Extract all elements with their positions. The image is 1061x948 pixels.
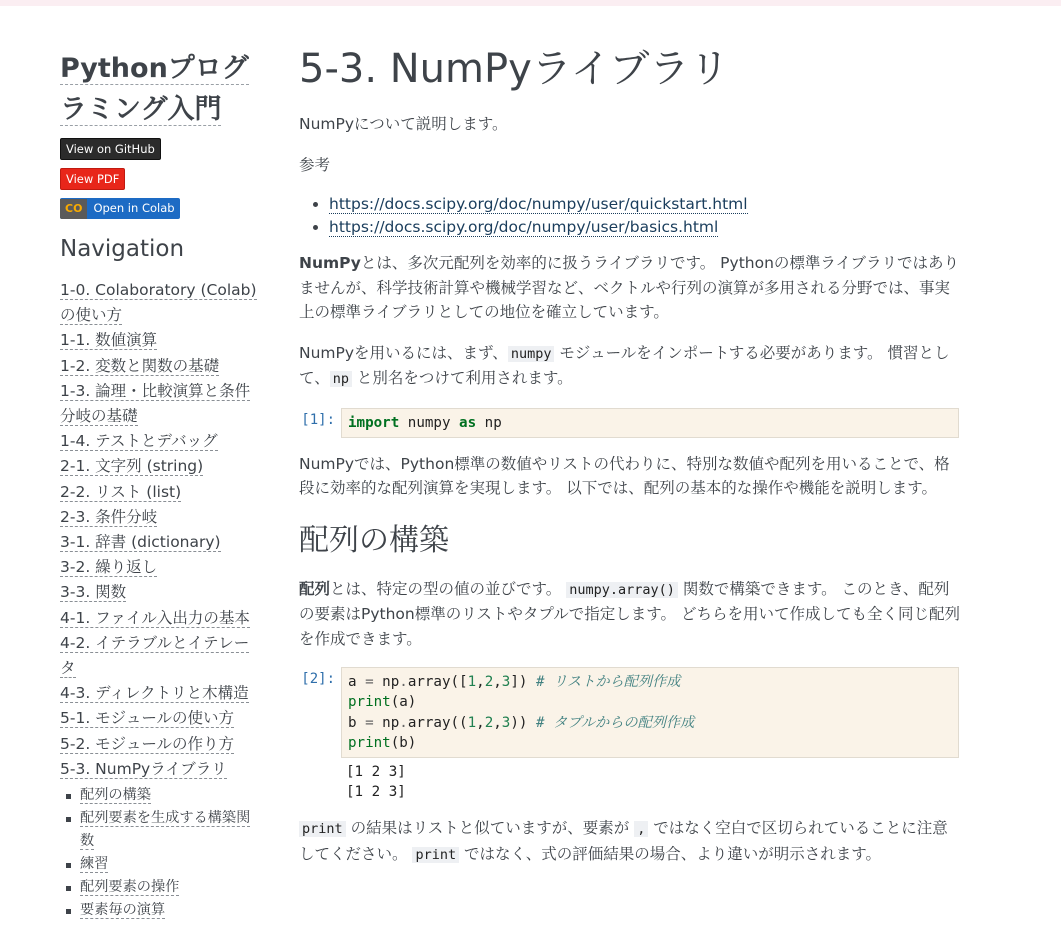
nav-link-3-1[interactable]: 3-1. 辞書 (dictionary) <box>60 533 221 552</box>
nav-item <box>60 580 260 605</box>
nav-item <box>60 505 260 530</box>
code-token: np <box>476 414 502 431</box>
nav-item <box>60 706 260 731</box>
nav-link-4-2[interactable]: 4-2. イテラブルとイテレータ <box>60 633 250 678</box>
section-heading-array-construction: 配列の構築 <box>299 522 449 558</box>
view-on-github-button[interactable]: View on GitHub <box>60 138 161 160</box>
nav-link-3-3[interactable]: 3-3. 関数 <box>60 583 127 602</box>
nav-item <box>60 480 260 505</box>
sub-nav-link-element-operations[interactable]: 配列要素の操作 <box>80 879 180 896</box>
numpy-overview-paragraph: NumPyでは、Python標準の数値やリストの代わりに、特別な数値や配列を用いることで、格段に効率的な配列演算を実現します。 以下では、配列の基本的な操作や機能を説明します。 <box>299 454 950 498</box>
print-note-text-c: ではなく、式の評価結果の場合、より違いが明示されます。 <box>459 844 881 863</box>
code-token: numpy <box>399 414 460 431</box>
code-cell-2 <box>299 667 961 802</box>
navigation-heading: Navigation <box>60 236 185 262</box>
nav-link-2-3[interactable]: 2-3. 条件分岐 <box>60 507 158 526</box>
code-token: import <box>348 414 400 431</box>
inline-code-print: print <box>299 821 346 837</box>
nav-link-3-2[interactable]: 3-2. 繰り返し <box>60 558 158 577</box>
sub-nav-link-constructor-functions[interactable]: 配列要素を生成する構築関数 <box>80 810 251 850</box>
import-text-a: NumPyを用いるには、まず、 <box>299 343 508 362</box>
nav-link-1-1[interactable]: 1-1. 数値演算 <box>60 331 158 350</box>
sub-nav-item <box>80 853 260 876</box>
page-title: 5-3. NumPyライブラリ <box>299 46 730 92</box>
nav-link-5-1[interactable]: 5-1. モジュールの使い方 <box>60 709 235 728</box>
import-text-c: と別名をつけて利用されます。 <box>351 369 573 387</box>
nav-item <box>60 354 260 379</box>
sidebar <box>60 48 260 922</box>
import-text-b: モジュールをインポートする必要があります。 慣習として、 <box>299 343 950 387</box>
reference-link-item <box>329 216 961 239</box>
inline-code-print-2: print <box>412 847 459 863</box>
reference-link-item <box>329 193 961 216</box>
numpy-description-paragraph <box>299 251 961 325</box>
inline-code-numpy-array: numpy.array() <box>566 582 678 598</box>
nav-item <box>60 530 260 555</box>
reference-label: 参考 <box>299 155 331 174</box>
sub-nav-item <box>80 807 260 853</box>
nav-item <box>60 379 260 429</box>
cell-1-code[interactable] <box>341 408 959 438</box>
nav-item <box>60 555 260 580</box>
nav-item <box>60 631 260 681</box>
inline-code-numpy: numpy <box>508 346 555 362</box>
code-comment: # タプルからの配列作成 <box>535 714 695 731</box>
array-definition-paragraph <box>299 577 961 652</box>
numpy-bold-term: NumPy <box>299 254 361 272</box>
cell-2-prompt: [2]: <box>301 671 335 688</box>
array-text-b: 関数で構築できます。 このとき、配列の要素はPython標準のリストやタプルで指定します。 どちらを用いて作成しても全く同じ配列を作成できます。 <box>299 579 960 648</box>
nav-link-4-3[interactable]: 4-3. ディレクトリと木構造 <box>60 684 249 703</box>
nav-item <box>60 606 260 631</box>
array-text-a: とは、特定の型の値の並びです。 <box>330 579 567 598</box>
nav-link-5-3[interactable]: 5-3. NumPyライブラリ <box>60 759 227 778</box>
nav-item <box>60 681 260 706</box>
reference-links <box>299 193 961 239</box>
open-in-colab-button[interactable] <box>60 198 180 219</box>
nav-link-2-1[interactable]: 2-1. 文字列 (string) <box>60 457 204 476</box>
nav-link-1-0[interactable]: 1-0. Colaboratory (Colab)の使い方 <box>60 281 257 325</box>
sub-nav-link-array-construction[interactable]: 配列の構築 <box>80 787 151 804</box>
cell-1-prompt: [1]: <box>301 411 335 428</box>
navigation-list <box>60 278 260 922</box>
quickstart-link[interactable]: https://docs.scipy.org/doc/numpy/user/quickstart.html <box>329 195 748 213</box>
open-in-colab-label: Open in Colab <box>93 201 175 215</box>
sub-nav-link-elementwise-ops[interactable]: 要素毎の演算 <box>80 902 166 919</box>
basics-link[interactable]: https://docs.scipy.org/doc/numpy/user/basics.html <box>329 218 719 236</box>
import-instruction-paragraph <box>299 341 961 392</box>
code-token: as <box>459 414 477 431</box>
cell-2-output: [1 2 3] [1 2 3] <box>346 764 406 801</box>
sub-nav-item <box>80 876 260 899</box>
nav-link-1-3[interactable]: 1-3. 論理・比較演算と条件分岐の基礎 <box>60 381 251 426</box>
colab-logo-icon: CO <box>60 199 87 219</box>
cell-2-code[interactable]: a = np.array([1,2,3]) # リストから配列作成 print(a) b = np.array((1,2,3)) # タプルからの配列作成 print(b) <box>341 667 959 758</box>
sub-nav-item <box>80 784 260 807</box>
nav-link-2-2[interactable]: 2-2. リスト (list) <box>60 482 182 501</box>
numpy-description-text: とは、多次元配列を効率的に扱うライブラリです。 Pythonの標準ライブラリではありませんが、科学技術計算や機械学習など、ベクトルや行列の演算が多用される分野では、事実上の標準ライブラリとしての地位を確立しています。 <box>299 254 959 321</box>
nav-item <box>60 278 260 328</box>
sub-nav-item <box>80 899 260 922</box>
sub-nav-link-exercise[interactable]: 練習 <box>80 856 109 873</box>
print-note-paragraph <box>299 816 961 867</box>
navigation-sublist <box>60 784 260 922</box>
nav-item <box>60 454 260 479</box>
nav-link-4-1[interactable]: 4-1. ファイル入出力の基本 <box>60 608 250 627</box>
view-pdf-button[interactable]: View PDF <box>60 168 125 190</box>
print-note-text-b: ではなく空白で区切られていることに注意してください。 <box>299 819 948 863</box>
nav-item <box>60 757 260 922</box>
code-cell-1 <box>299 408 961 438</box>
nav-link-1-2[interactable]: 1-2. 変数と関数の基礎 <box>60 356 220 375</box>
nav-item <box>60 732 260 757</box>
code-comment: # リストから配列作成 <box>535 674 681 691</box>
main-content <box>299 40 961 883</box>
nav-item <box>60 429 260 454</box>
top-accent-bar <box>0 0 1061 6</box>
nav-item <box>60 328 260 353</box>
intro-paragraph: NumPyについて説明します。 <box>299 115 508 133</box>
nav-link-1-4[interactable]: 1-4. テストとデバッグ <box>60 432 218 451</box>
site-title[interactable] <box>60 48 250 130</box>
array-bold-term: 配列 <box>299 579 331 598</box>
print-note-text-a: の結果はリストと似ていますが、要素が <box>345 819 635 838</box>
nav-link-5-2[interactable]: 5-2. モジュールの作り方 <box>60 734 235 753</box>
inline-code-comma: , <box>634 821 648 837</box>
site-title-text[interactable]: Pythonプログラミング入門 <box>60 53 249 125</box>
inline-code-np: np <box>330 371 352 387</box>
